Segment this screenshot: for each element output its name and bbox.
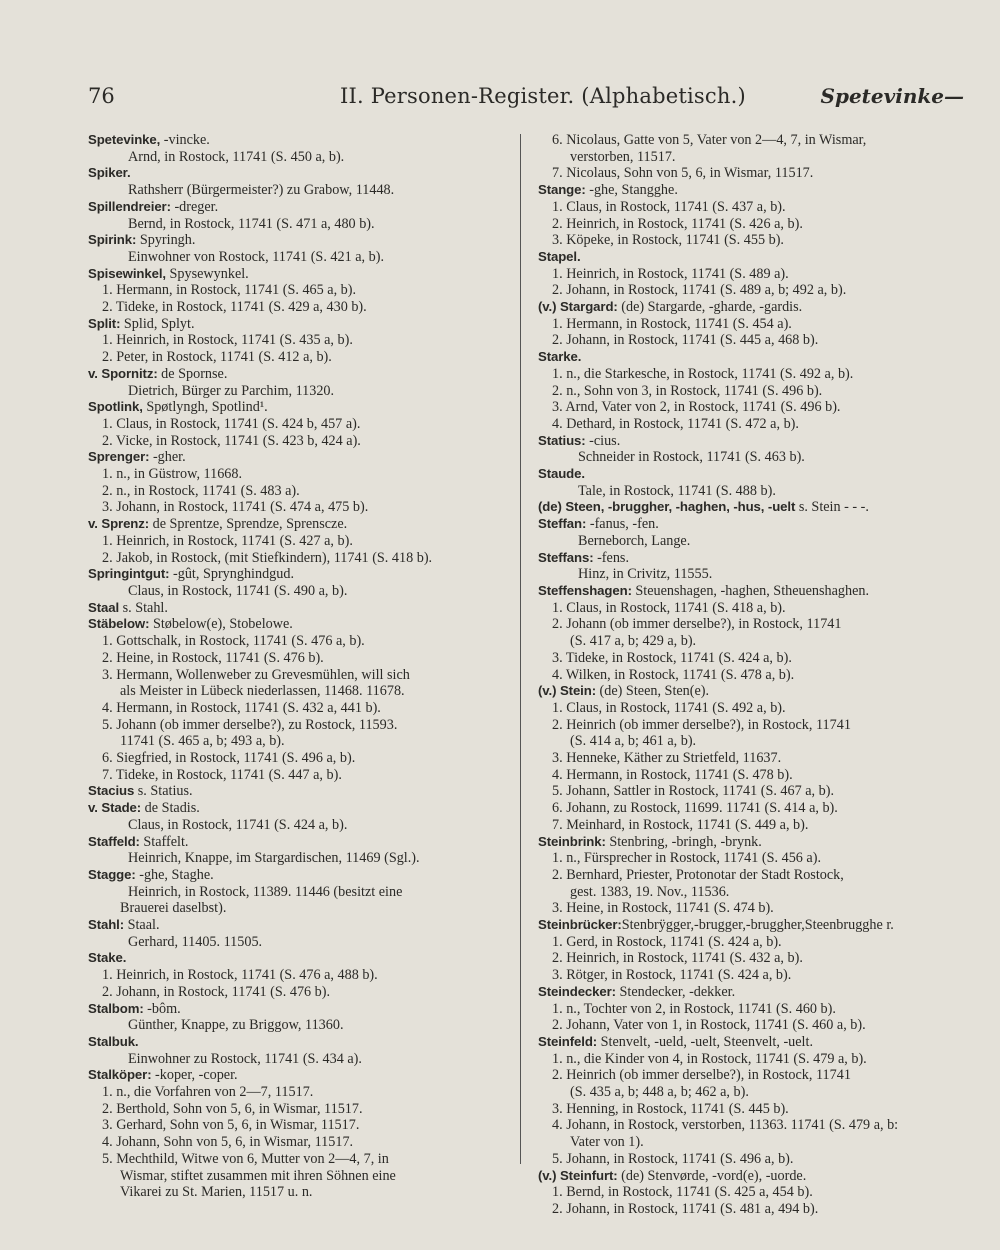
entry-person: 3. Arnd, Vater von 2, in Rostock, 11741 (S. 496 b). <box>552 399 841 416</box>
entry-person: 2. Johann, Vater von 1, in Rostock, 11741 (S. 460 a, b). <box>552 1017 866 1034</box>
entry-person: 2. Johann, in Rostock, 11741 (S. 489 a, b; 492 a, b). <box>552 282 847 299</box>
entry-name: Spirink: <box>88 232 137 248</box>
entry-variants: -fanus, -fen. <box>586 516 659 533</box>
entry-name: Staffeld: <box>88 833 140 849</box>
entry-person: 5. Johann, Sattler in Rostock, 11741 (S. 467 a, b). <box>552 783 835 800</box>
entry-person: 3. Rötger, in Rostock, 11741 (S. 424 a, b). <box>552 967 792 984</box>
entry-variants: Stenbring, -bringh, -brynk. <box>605 833 762 850</box>
entry-variants: Stenbrÿgger,-brugger,-bruggher,Steenbrugghe r. <box>621 917 894 934</box>
entry-variants: Stenvelt, -ueld, -uelt, Steenvelt, -uelt. <box>597 1033 813 1050</box>
entry-name: Stapel. <box>538 248 581 264</box>
entry-headline <box>88 449 510 466</box>
register-entry <box>538 834 964 918</box>
entry-person: 1. Gottschalk, in Rostock, 11741 (S. 476 a, b). <box>102 633 365 650</box>
register-entry <box>88 834 510 867</box>
entry-detail: Berneborch, Lange. <box>578 532 691 549</box>
entry-headline <box>538 834 964 851</box>
entry-headline <box>538 1168 964 1185</box>
entry-headline <box>88 1067 510 1084</box>
entry-person: 1. n., die Kinder von 4, in Rostock, 11741 (S. 479 a, b). <box>552 1050 867 1067</box>
register-entry <box>88 950 510 1000</box>
entry-name: Sprenger: <box>88 449 150 465</box>
entry-person: 2. Heinrich (ob immer derselbe?), in Rostock, 11741 <box>552 1067 851 1084</box>
register-entry <box>88 132 510 165</box>
entry-person: 2. Heinrich, in Rostock, 11741 (S. 432 a, b). <box>552 950 803 967</box>
entry-person: 2. Berthold, Sohn von 5, 6, in Wismar, 11517. <box>102 1100 363 1117</box>
entry-detail: als Meister in Lübeck niederlassen, 11468. 11678. <box>120 683 405 700</box>
entry-name: Stalköper: <box>88 1067 152 1083</box>
entry-person: 4. Dethard, in Rostock, 11741 (S. 472 a, b). <box>552 415 799 432</box>
entry-detail: Vikarei zu St. Marien, 11517 u. n. <box>120 1184 313 1201</box>
entry-headline <box>538 499 964 516</box>
entry-name: Steindecker: <box>538 983 616 999</box>
register-entry <box>538 917 964 984</box>
entry-variants: Stendecker, -dekker. <box>615 983 736 1000</box>
entry-headline <box>538 1034 964 1051</box>
entry-person: 1. n., die Starkesche, in Rostock, 11741 (S. 492 a, b). <box>552 365 854 382</box>
register-entry <box>88 399 510 449</box>
entry-detail: Wismar, stiftet zusammen mit ihren Söhnen eine <box>120 1167 396 1184</box>
entry-name: Split: <box>88 315 121 331</box>
entry-variants: -gût, Sprynghindgud. <box>169 566 295 583</box>
entry-name: Stäbelow: <box>88 616 150 632</box>
entry-headline <box>88 566 510 583</box>
entry-person: 1. n., Fürsprecher in Rostock, 11741 (S. 456 a). <box>552 850 822 867</box>
entry-detail: (S. 414 a, b; 461 a, b). <box>570 733 697 750</box>
entry-name: (v.) Steinfurt: <box>538 1167 618 1183</box>
entry-headline <box>88 366 510 383</box>
entry-detail: Tale, in Rostock, 11741 (S. 488 b). <box>578 482 776 499</box>
entry-headline <box>538 917 964 934</box>
entry-detail: Bernd, in Rostock, 11741 (S. 471 a, 480 b). <box>128 215 375 232</box>
register-entry <box>538 499 964 516</box>
entry-name: Spillendreier: <box>88 198 171 214</box>
entry-person: 2. Heinrich (ob immer derselbe?), in Rostock, 11741 <box>552 716 851 733</box>
entry-person: 1. Heinrich, in Rostock, 11741 (S. 476 a, 488 b). <box>102 967 378 984</box>
register-entry <box>538 132 964 182</box>
entry-detail: (S. 435 a, b; 448 a, b; 462 a, b). <box>570 1084 749 1101</box>
entry-headline <box>538 683 964 700</box>
entry-person: 3. Johann, in Rostock, 11741 (S. 474 a, 475 b). <box>102 499 369 516</box>
register-entry <box>538 433 964 466</box>
entry-person: 1. Heinrich, in Rostock, 11741 (S. 435 a, b). <box>102 332 353 349</box>
entry-person: 2. n., in Rostock, 11741 (S. 483 a). <box>102 482 300 499</box>
entry-variants: Støbelow(e), Stobelowe. <box>149 616 293 633</box>
entry-headline <box>88 950 510 967</box>
running-head: Spetevinke— <box>820 84 964 108</box>
entry-name: Steffenshagen: <box>538 582 632 598</box>
entry-detail: Brauerei daselbst). <box>120 900 227 917</box>
register-entry <box>88 1067 510 1201</box>
entry-person: 6. Nicolaus, Gatte von 5, Vater von 2—4, 7, in Wismar, <box>552 132 867 148</box>
entry-person: 2. Heinrich, in Rostock, 11741 (S. 426 a, b). <box>552 215 803 232</box>
entry-person: 2. Vicke, in Rostock, 11741 (S. 423 b, 424 a). <box>102 432 361 449</box>
entry-variants: de Stadis. <box>141 800 200 817</box>
entry-person: 1. Bernd, in Rostock, 11741 (S. 425 a, 454 b). <box>552 1184 813 1201</box>
entry-headline <box>88 516 510 533</box>
register-entry <box>538 1034 964 1168</box>
entry-name: Springintgut: <box>88 566 170 582</box>
entry-headline <box>538 583 964 600</box>
entry-name: Stahl: <box>88 917 125 933</box>
page-header <box>88 84 964 120</box>
entry-headline <box>538 984 964 1001</box>
entry-name: Stagge: <box>88 866 136 882</box>
register-entry <box>88 566 510 599</box>
entry-person: 2. Johann, in Rostock, 11741 (S. 445 a, 468 b). <box>552 332 819 349</box>
entry-detail: (S. 417 a, b; 429 a, b). <box>570 633 697 650</box>
entry-name: v. Spornitz: <box>88 365 158 381</box>
entry-person: 1. Claus, in Rostock, 11741 (S. 424 b, 457 a). <box>102 415 361 432</box>
entry-person: 1. n., Tochter von 2, in Rostock, 11741 (S. 460 b). <box>552 1000 836 1017</box>
entry-headline <box>538 299 964 316</box>
entry-headline <box>88 600 510 617</box>
register-entry <box>88 449 510 516</box>
entry-variants: s. Statius. <box>134 783 193 800</box>
entry-headline <box>88 232 510 249</box>
entry-person: 5. Mechthild, Witwe von 6, Mutter von 2—4, 7, in <box>102 1150 389 1167</box>
entry-person: 1. Hermann, in Rostock, 11741 (S. 465 a, b). <box>102 282 357 299</box>
entry-person: 1. Gerd, in Rostock, 11741 (S. 424 a, b). <box>552 933 782 950</box>
entry-detail: Heinrich, in Rostock, 11389. 11446 (besitzt eine <box>128 883 403 900</box>
register-entry <box>88 232 510 265</box>
entry-person: 2. Jakob, in Rostock, (mit Stiefkindern), 11741 (S. 418 b). <box>102 549 433 566</box>
entry-headline <box>88 199 510 216</box>
register-entry <box>88 165 510 198</box>
register-entry <box>538 583 964 683</box>
column-divider <box>520 134 521 1164</box>
entry-detail: Schneider in Rostock, 11741 (S. 463 b). <box>578 449 805 466</box>
entry-headline <box>88 132 510 149</box>
entry-variants: -bôm. <box>143 1000 181 1017</box>
entry-person: 7. Meinhard, in Rostock, 11741 (S. 449 a, b). <box>552 816 809 833</box>
entry-person: 4. Hermann, in Rostock, 11741 (S. 478 b). <box>552 766 793 783</box>
entry-person: 2. n., Sohn von 3, in Rostock, 11741 (S. 496 b). <box>552 382 823 399</box>
entry-detail: Einwohner von Rostock, 11741 (S. 421 a, b). <box>128 248 385 265</box>
page-number: 76 <box>88 84 115 108</box>
entry-person: 2. Tideke, in Rostock, 11741 (S. 429 a, 430 b). <box>102 299 367 316</box>
register-entry <box>88 1034 510 1067</box>
register-entry <box>88 199 510 232</box>
entry-variants: (de) Steen, Sten(e). <box>596 683 710 700</box>
register-entry <box>538 1168 964 1218</box>
entry-name: Statius: <box>538 432 586 448</box>
entry-headline <box>538 433 964 450</box>
entry-person: 3. Heine, in Rostock, 11741 (S. 474 b). <box>552 900 774 917</box>
entry-variants: Staffelt. <box>139 833 189 850</box>
entry-person: 4. Hermann, in Rostock, 11741 (S. 432 a, 441 b). <box>102 699 381 716</box>
entry-detail: gest. 1383, 19. Nov., 11536. <box>570 883 730 900</box>
entry-headline <box>88 867 510 884</box>
entry-person: 5. Johann, in Rostock, 11741 (S. 496 a, b). <box>552 1150 794 1167</box>
entry-person: 4. Johann, in Rostock, verstorben, 11363. 11741 (S. 479 a, b: <box>552 1117 899 1134</box>
entry-name: Steinbrink: <box>538 833 606 849</box>
entry-name: Staude. <box>538 466 585 482</box>
entry-headline <box>538 550 964 567</box>
entry-variants: de Spornse. <box>157 365 228 382</box>
register-entry <box>88 800 510 833</box>
entry-person: 6. Siegfried, in Rostock, 11741 (S. 496 a, b). <box>102 750 356 767</box>
entry-person: 3. Henneke, Käther zu Strietfeld, 11637. <box>552 750 782 767</box>
entry-name: Starke. <box>538 349 582 365</box>
entry-detail: verstorben, 11517. <box>570 148 676 165</box>
entry-person: 1. Heinrich, in Rostock, 11741 (S. 427 a, b). <box>102 532 353 549</box>
entry-name: (v.) Stein: <box>538 683 596 699</box>
entry-person: 7. Tideke, in Rostock, 11741 (S. 447 a, b). <box>102 766 342 783</box>
register-entry <box>88 867 510 917</box>
entry-headline <box>88 616 510 633</box>
entry-headline <box>88 834 510 851</box>
entry-name: Spotlink, <box>88 399 143 415</box>
entry-variants: Spøtlyngh, Spotlind¹. <box>142 399 268 416</box>
entry-name: v. Stade: <box>88 800 142 816</box>
register-entry <box>538 516 964 549</box>
register-entry <box>538 349 964 433</box>
entry-person: 4. Wilken, in Rostock, 11741 (S. 478 a, b). <box>552 666 795 683</box>
register-entry <box>88 600 510 617</box>
right-column <box>538 132 964 1218</box>
entry-variants: Spysewynkel. <box>165 265 249 282</box>
register-entry <box>88 917 510 950</box>
entry-detail: Claus, in Rostock, 11741 (S. 424 a, b). <box>128 816 348 833</box>
entry-headline <box>88 783 510 800</box>
register-entry <box>88 616 510 783</box>
entry-person: 4. Johann, Sohn von 5, 6, in Wismar, 11517. <box>102 1134 354 1151</box>
register-entry <box>88 783 510 800</box>
entry-headline <box>88 800 510 817</box>
entry-name: (de) Steen, -bruggher, -haghen, -hus, -uelt <box>538 499 796 515</box>
register-entry <box>88 316 510 366</box>
entry-person: 3. Henning, in Rostock, 11741 (S. 445 b). <box>552 1100 789 1117</box>
entry-person: 2. Heine, in Rostock, 11741 (S. 476 b). <box>102 649 324 666</box>
entry-person: 3. Tideke, in Rostock, 11741 (S. 424 a, b). <box>552 649 792 666</box>
register-entry <box>88 266 510 316</box>
entry-variants: Steuenshagen, -haghen, Stheuenshaghen. <box>631 582 870 599</box>
register-entry <box>538 182 964 249</box>
entry-person: 7. Nicolaus, Sohn von 5, 6, in Wismar, 11517. <box>552 165 814 182</box>
entry-person: 2. Bernhard, Priester, Protonotar der Stadt Rostock, <box>552 866 844 883</box>
register-entry <box>538 550 964 583</box>
entry-variants: -gher. <box>149 449 186 466</box>
entry-person: 6. Johann, zu Rostock, 11699. 11741 (S. 414 a, b). <box>552 800 838 817</box>
entry-person: 2. Peter, in Rostock, 11741 (S. 412 a, b). <box>102 349 332 366</box>
entry-detail: Arnd, in Rostock, 11741 (S. 450 a, b). <box>128 148 345 165</box>
entry-variants: -ghe, Staghe. <box>135 866 214 883</box>
entry-variants: Staal. <box>124 917 160 934</box>
entry-detail: Rathsherr (Bürgermeister?) zu Grabow, 11448. <box>128 182 395 199</box>
entry-name: Spiker. <box>88 165 131 181</box>
entry-variants: Splid, Splyt. <box>120 315 195 332</box>
entry-headline <box>88 266 510 283</box>
entry-headline <box>88 1034 510 1051</box>
entry-headline <box>88 399 510 416</box>
entry-name: Steffan: <box>538 516 587 532</box>
entry-person: 1. n., die Vorfahren von 2—7, 11517. <box>102 1084 314 1101</box>
entry-variants: de Sprentze, Sprendze, Sprenscze. <box>149 516 348 533</box>
register-entry <box>538 299 964 349</box>
entry-headline <box>88 917 510 934</box>
entry-name: Steffans: <box>538 549 594 565</box>
entry-variants: Spyringh. <box>136 232 196 249</box>
page-title: II. Personen-Register. (Alphabetisch.) <box>340 84 746 108</box>
entry-detail: Vater von 1). <box>570 1134 644 1151</box>
entry-headline <box>88 1001 510 1018</box>
register-entry <box>88 366 510 399</box>
register-entry <box>538 683 964 833</box>
entry-name: Stacius <box>88 783 135 799</box>
entry-person: 1. Heinrich, in Rostock, 11741 (S. 489 a). <box>552 265 789 282</box>
entry-variants: -koper, -coper. <box>151 1067 238 1084</box>
entry-person: 2. Johann, in Rostock, 11741 (S. 476 b). <box>102 983 331 1000</box>
entry-person: 1. Claus, in Rostock, 11741 (S. 437 a, b). <box>552 198 786 215</box>
entry-person: 3. Gerhard, Sohn von 5, 6, in Wismar, 11517. <box>102 1117 360 1134</box>
entry-name: (v.) Stargard: <box>538 299 618 315</box>
entry-headline <box>538 466 964 483</box>
register-entry <box>538 984 964 1034</box>
entry-variants: s. Stein - - -. <box>795 499 869 516</box>
entry-detail: Heinrich, Knappe, im Stargardischen, 11469 (Sgl.). <box>128 850 420 867</box>
entry-name: Stake. <box>88 950 127 966</box>
entry-variants: -vincke. <box>160 132 210 148</box>
entry-headline <box>538 249 964 266</box>
entry-variants: -ghe, Stangghe. <box>585 182 678 199</box>
register-entry <box>538 249 964 299</box>
entry-person: 3. Köpeke, in Rostock, 11741 (S. 455 b). <box>552 232 784 249</box>
entry-name: Spisewinkel, <box>88 265 166 281</box>
register-entry <box>88 1001 510 1034</box>
entry-variants: -dreger. <box>170 198 219 215</box>
entry-headline <box>538 349 964 366</box>
entry-name: Stange: <box>538 182 586 198</box>
entry-name: Staal <box>88 599 120 615</box>
entry-person: 1. n., in Güstrow, 11668. <box>102 466 243 483</box>
entry-headline <box>88 165 510 182</box>
entry-name: Steinfeld: <box>538 1033 598 1049</box>
entry-detail: 11741 (S. 465 a, b; 493 a, b). <box>120 733 285 750</box>
register-entry <box>88 516 510 566</box>
entry-name: Stalbom: <box>88 1000 144 1016</box>
entry-person: 1. Claus, in Rostock, 11741 (S. 418 a, b). <box>552 599 786 616</box>
entry-person: 2. Johann, in Rostock, 11741 (S. 481 a, 494 b). <box>552 1201 819 1217</box>
entry-detail: Hinz, in Crivitz, 11555. <box>578 566 713 583</box>
entry-person: 3. Hermann, Wollenweber zu Grevesmühlen, will sich <box>102 666 410 683</box>
left-column <box>88 132 510 1201</box>
entry-detail: Günther, Knappe, zu Briggow, 11360. <box>128 1017 344 1034</box>
entry-variants: -fens. <box>593 549 629 566</box>
entry-detail: Gerhard, 11405. 11505. <box>128 933 263 950</box>
entry-headline <box>538 516 964 533</box>
entry-name: Steinbrücker: <box>538 917 622 933</box>
entry-variants: (de) Stargarde, -gharde, -gardis. <box>617 299 803 316</box>
entry-person: 2. Johann (ob immer derselbe?), in Rostock, 11741 <box>552 616 842 633</box>
entry-person: 1. Claus, in Rostock, 11741 (S. 492 a, b). <box>552 699 786 716</box>
entry-variants: -cius. <box>585 432 621 449</box>
entry-detail: Claus, in Rostock, 11741 (S. 490 a, b). <box>128 582 348 599</box>
entry-detail: Dietrich, Bürger zu Parchim, 11320. <box>128 382 335 399</box>
entry-name: Spetevinke, <box>88 132 161 147</box>
entry-variants: (de) Stenvørde, -vord(e), -uorde. <box>617 1167 807 1184</box>
entry-headline <box>88 316 510 333</box>
entry-person: 5. Johann (ob immer derselbe?), zu Rostock, 11593. <box>102 716 398 733</box>
entry-headline <box>538 182 964 199</box>
entry-detail: Einwohner zu Rostock, 11741 (S. 434 a). <box>128 1050 362 1067</box>
entry-name: Stalbuk. <box>88 1033 139 1049</box>
register-entry <box>538 466 964 499</box>
entry-variants: s. Stahl. <box>119 599 168 616</box>
entry-name: v. Sprenz: <box>88 516 150 532</box>
entry-person: 1. Hermann, in Rostock, 11741 (S. 454 a). <box>552 315 792 332</box>
